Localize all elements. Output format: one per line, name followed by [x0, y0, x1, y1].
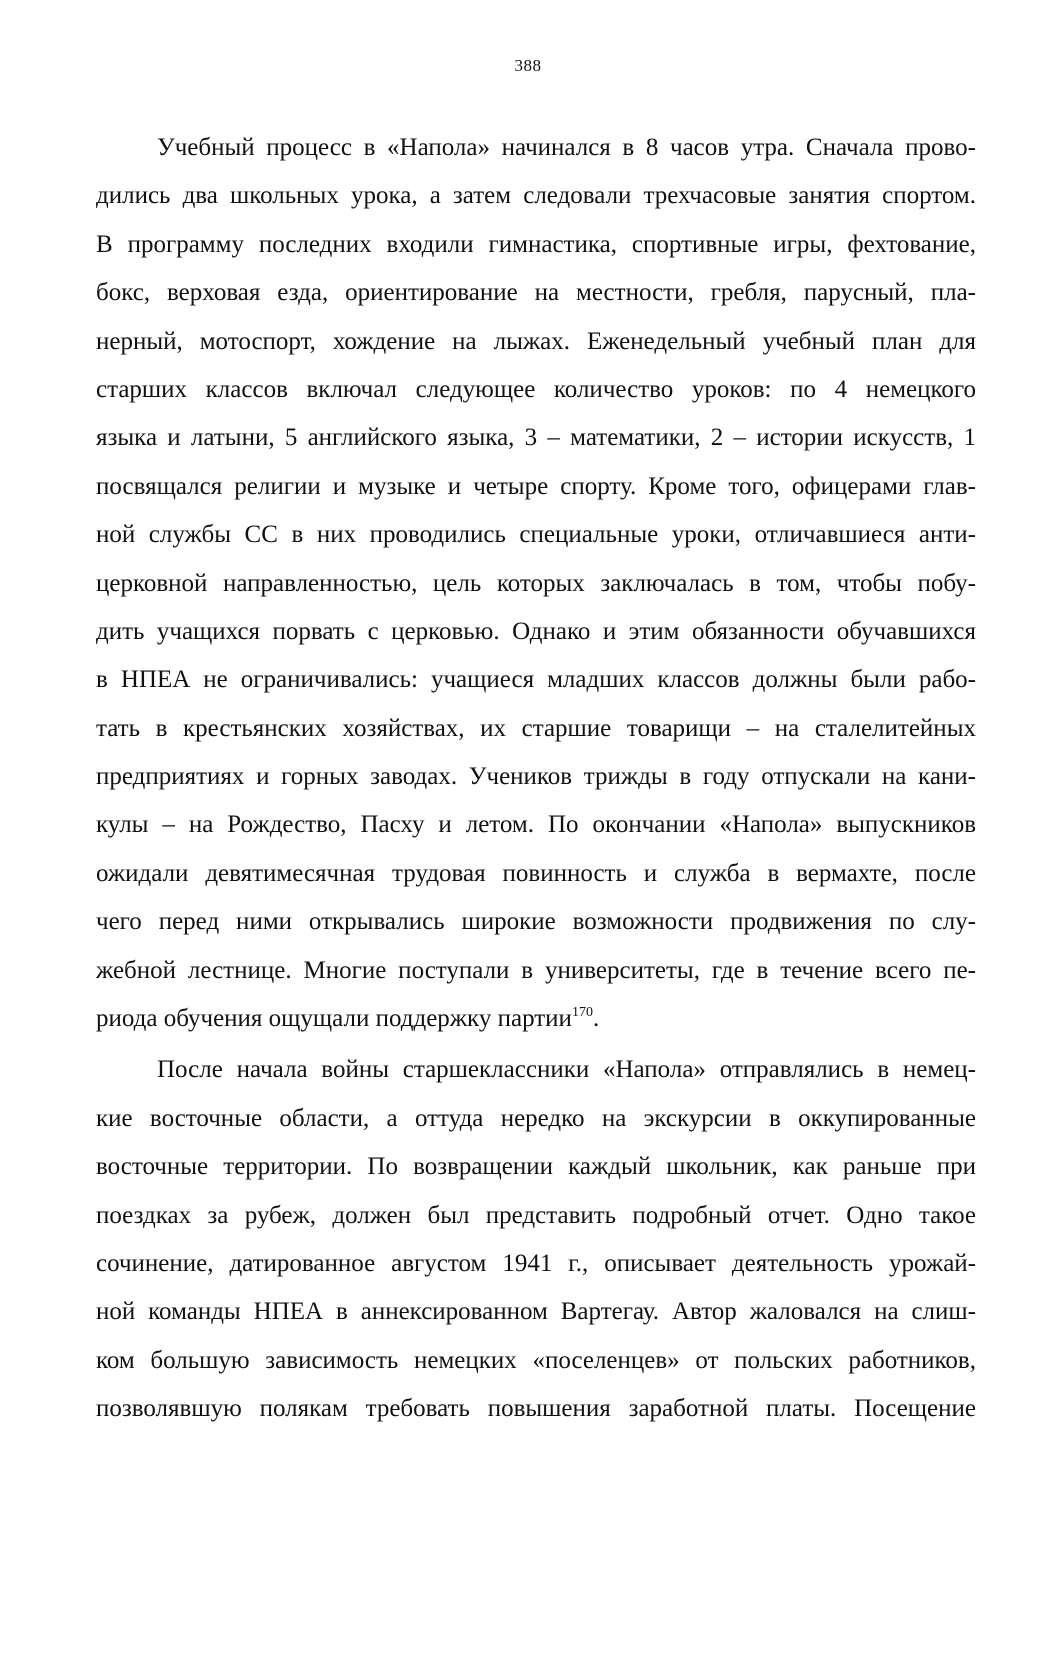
text-line: чего перед ними открывались широкие возможности продвижения по слу- — [96, 908, 976, 936]
footnote-reference[interactable]: 170 — [571, 1005, 593, 1021]
body-text — [96, 124, 976, 1434]
text-line: ком большую зависимость немецких «поселенцев» от польских работников, — [96, 1346, 976, 1374]
paragraph-1 — [96, 124, 976, 1043]
text-line: предприятиях и горных заводах. Учеников трижды в году отпускали на кани- — [96, 763, 976, 791]
text-line: дить учащихся порвать с церковью. Однако и этим обязанности обучавшихся — [96, 617, 976, 645]
text-line: посвящался религии и музыке и четыре спорту. Кроме того, офицерами глав- — [96, 472, 976, 500]
text-line: старших классов включал следующее количество уроков: по 4 немецкого — [96, 375, 976, 403]
text-line: В программу последних входили гимнастика, спортивные игры, фехтование, — [96, 230, 976, 258]
text-line: ожидали девятимесячная трудовая повинность и служба в вермахте, после — [96, 859, 976, 887]
last-line-text: риода обучения ощущали поддержку партии — [96, 1005, 572, 1033]
text-line: После начала войны старшеклассники «Напола» отправлялись в немец- — [157, 1056, 976, 1084]
page-number: 388 — [514, 56, 542, 75]
text-line: сочинение, датированное августом 1941 г., описывает деятельность урожай- — [96, 1249, 976, 1277]
text-line: церковной направленностью, цель которых заключалась в том, чтобы побу- — [96, 569, 976, 597]
text-line: ной службы СС в них проводились специальные уроки, отличавшиеся анти- — [96, 521, 976, 549]
paragraph-2 — [96, 1046, 976, 1433]
text-line: бокс, верховая езда, ориентирование на местности, гребля, парусный, пла- — [96, 279, 976, 307]
text-line: жебной лестнице. Многие поступали в университеты, где в течение всего пе- — [96, 956, 976, 984]
text-line: восточные территории. По возвращении каждый школьник, как раньше при — [96, 1153, 976, 1181]
last-line-tail: . — [592, 1005, 600, 1033]
text-line: дились два школьных урока, а затем следовали трехчасовые занятия спортом. — [96, 182, 976, 210]
text-line-last — [96, 995, 976, 1043]
text-line: кулы – на Рождество, Пасху и летом. По окончании «Напола» выпускников — [96, 811, 976, 839]
text-line: нерный, мотоспорт, хождение на лыжах. Еженедельный учебный план для — [96, 327, 976, 355]
text-line: Учебный процесс в «Напола» начинался в 8 часов утра. Сначала прово- — [157, 134, 976, 161]
text-line: кие восточные области, а оттуда нередко на экскурсии в оккупированные — [96, 1104, 976, 1132]
text-line: тать в крестьянских хозяйствах, их старшие товарищи – на сталелитейных — [96, 714, 976, 742]
text-line: в НПЕА не ограничивались: учащиеся младших классов должны были рабо- — [96, 666, 976, 694]
text-line: языка и латыни, 5 английского языка, 3 – математики, 2 – истории искусств, 1 — [96, 424, 976, 452]
text-line: поездках за рубеж, должен был представить подробный отчет. Одно такое — [96, 1201, 976, 1229]
text-line: ной команды НПЕА в аннексированном Вартегау. Автор жаловался на слиш- — [96, 1298, 976, 1326]
text-line: позволявшую полякам требовать повышения заработной платы. Посещение — [96, 1395, 976, 1423]
